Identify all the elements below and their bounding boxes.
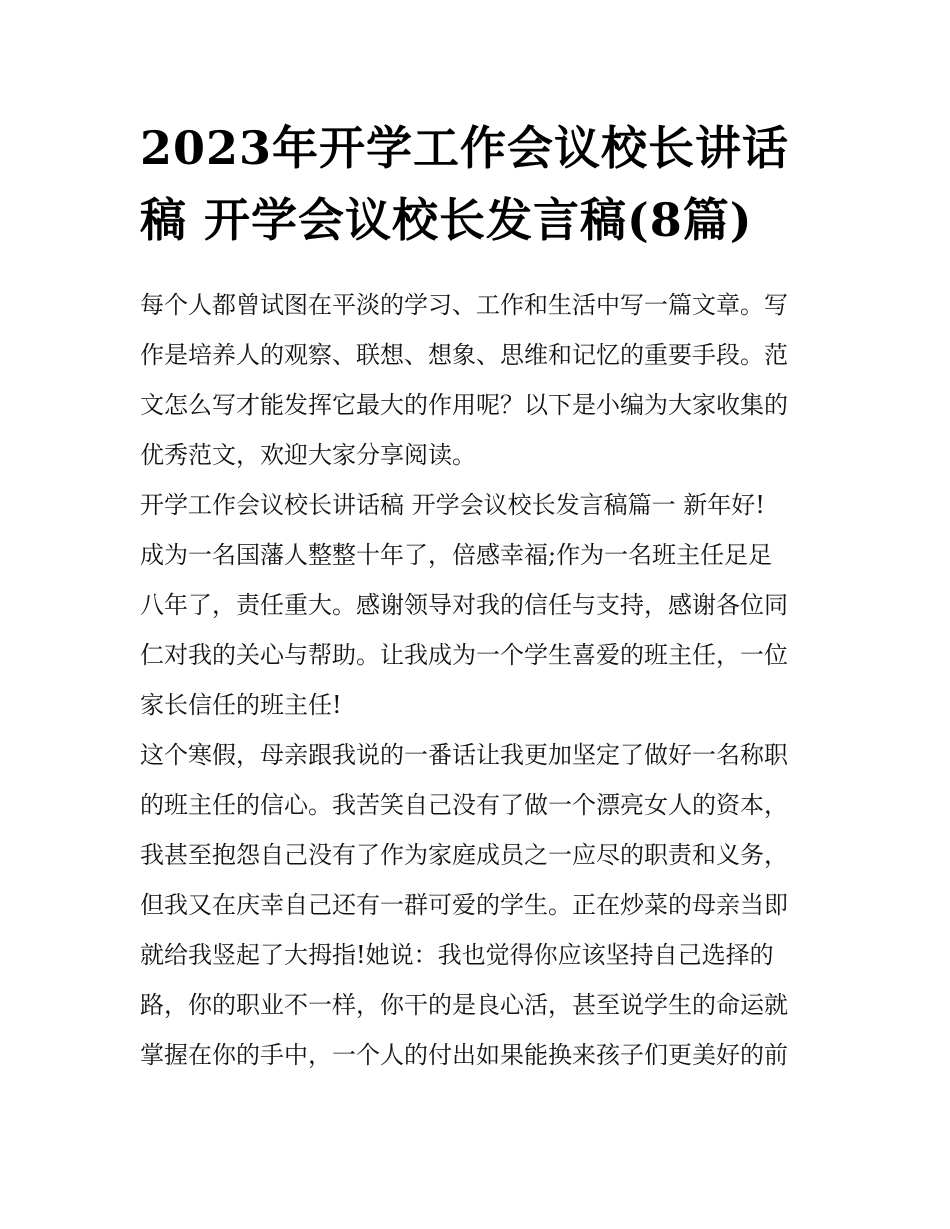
body-line-3: 文怎么写才能发挥它最大的作用呢？以下是小编为大家收集的 [140,391,788,419]
document-body [140,280,814,1080]
body-line-4: 优秀范文，欢迎大家分享阅读。 [140,441,476,469]
section-heading-line: 开学工作会议校长讲话稿 开学会议校长发言稿篇一 新年好! [140,491,765,519]
body-line-7: 八年了，责任重大。感谢领导对我的信任与支持，感谢各位同 [140,591,788,619]
body-line-14: 就给我竖起了大拇指!她说：我也觉得你应该坚持自己选择的 [140,941,774,969]
body-line-6: 成为一名国藩人整整十年了，倍感幸福;作为一名班主任足足 [140,541,773,569]
body-line-1: 每个人都曾试图在平淡的学习、工作和生活中写一篇文章。写 [140,291,788,319]
body-line-2: 作是培养人的观察、联想、想象、思维和记忆的重要手段。范 [140,341,788,369]
body-line-12: 我甚至抱怨自己没有了作为家庭成员之一应尽的职责和义务， [140,841,788,869]
body-line-15: 路，你的职业不一样，你干的是良心活，甚至说学生的命运就 [140,991,788,1019]
body-line-10: 这个寒假，母亲跟我说的一番话让我更加坚定了做好一名称职 [140,741,788,769]
body-line-16: 掌握在你的手中，一个人的付出如果能换来孩子们更美好的前 [140,1041,788,1069]
body-line-13: 但我又在庆幸自己还有一群可爱的学生。正在炒菜的母亲当即 [140,891,788,919]
body-line-11: 的班主任的信心。我苦笑自己没有了做一个漂亮女人的资本， [140,791,788,819]
body-line-9: 家长信任的班主任! [140,691,342,719]
document-title: 2023年开学工作会议校长讲话稿 开学会议校长发言稿(8篇) [140,121,790,247]
body-line-8: 仁对我的关心与帮助。让我成为一个学生喜爱的班主任，一位 [140,641,788,669]
